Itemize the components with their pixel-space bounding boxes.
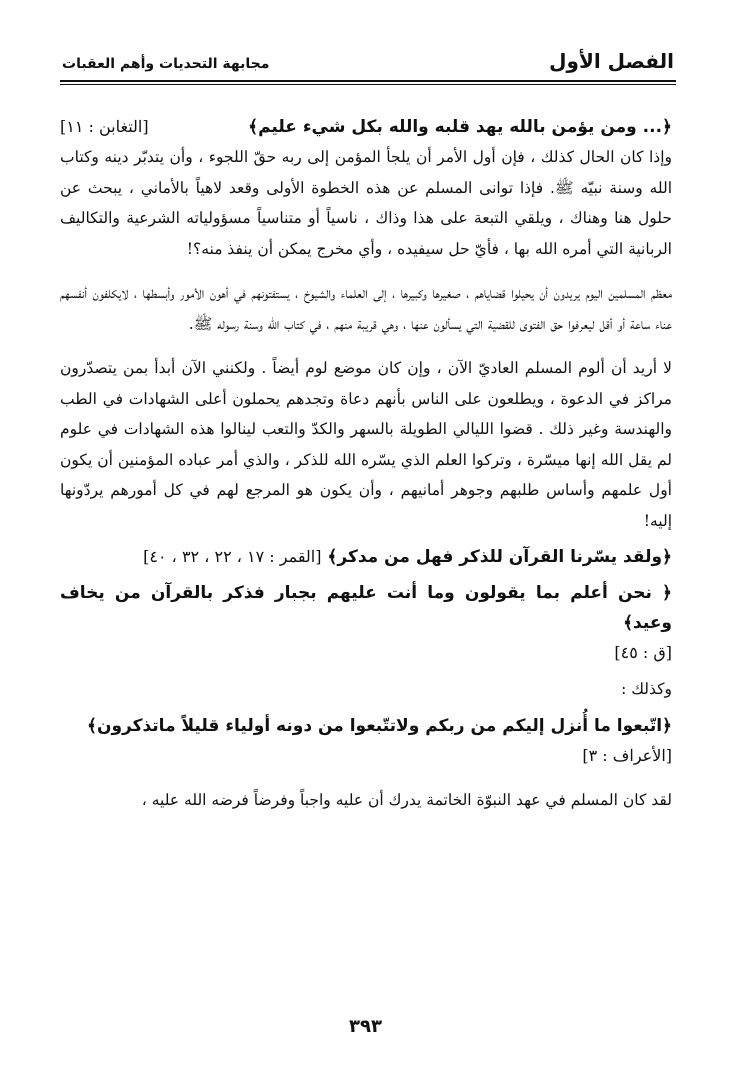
verse-reference: [القمر : ١٧ ، ٢٢ ، ٣٢ ، ٤٠] [143,547,322,566]
verse-text: ﴿ نحن أعلم بما يقولون وما أنت عليهم بجبار فذكر بالقرآن من يخاف وعيد﴾ [60,583,672,633]
verse-reference: [التغابن : ١١] [60,117,149,136]
verse-text: ﴿... ومن يؤمن بالله يهد قلبه والله بكل شيء عليم﴾ [248,117,672,137]
page-number: ٣٩٣ [349,1016,382,1037]
page-body [60,112,672,815]
paragraph-4: لقد كان المسلم في عهد النبوّة الخاتمة يدرك أن عليه واجباً وفرضاً فرضه الله عليه ، [141,790,672,809]
paragraph-2: معظم المسلمين اليوم يريدون أن يحيلوا قضاياهم ، صغيرها وكبيرها ، إلى العلماء والشيوخ ، يستفتونهم في أهون الأمور وأبسطها ، لايكلفون أنفسهم عناء ساعة أو أقل ليعرفوا حق الفتوى للقضية التي يسألون عنها ، وهي قريبة منهم ، في كتاب الله وسنة رسوله ﷺ. [60,284,672,333]
book-title: مجابهة التحديات وأهم العقبات [62,56,270,72]
quran-verse-qamar [60,542,672,572]
verse-text: ﴿ولقد يسّرنا القرآن للذكر فهل من مدكر﴾ [327,547,672,567]
verse-reference: [ق : ٤٥] [614,643,672,662]
quran-verse-taghabun [60,112,672,142]
transition-text: وكذلك : [621,680,672,698]
verse-text: ﴿اتّبعوا ما أُنزل إليكم من ربكم ولاتتّبعوا من دونه أولياء قليلاً ماتذكرون﴾ [86,715,672,736]
header-rule [60,80,676,82]
paragraph-3: لا أريد أن ألوم المسلم العاديّ الآن ، وإن كان موضع لوم أيضاً . ولكنني الآن أبدأ بمن يتصدّرون مراكز في الدعوة ، ويطلعون على الناس بأنهم دعاة وتجدهم يحملون أعلى الشهادات في الطب والهندسة وغير ذلك . قضوا الليالي الطويلة بالسهر والكدّ والتعب لينالوا هذه الشهادات في علوم لم يقل الله إنها ميسّرة ، وتركوا العلم الذي يسّره الله للذكر ، والذي أمر عباده المؤمنين أن يكون أول علمهم وأساس طلبهم وجوهر أمانيهم ، وأن يكون هو المرجع لهم في كل أمورهم يردّونها إليه! [60,359,672,530]
chapter-title: الفصل الأول [549,49,674,73]
quran-verse-araf [60,711,672,741]
quran-verse-qaf [60,578,672,638]
header-rule-thin [60,84,676,85]
paragraph-1: وإذا كان الحال كذلك ، فإن أول الأمر أن يلجأ المؤمن إلى ربه حقّ اللجوء ، وأن يتدبّر دينه وكتاب الله وسنة نبيّه ﷺ. فإذا توانى المسلم عن هذه الخطوة الأولى وقعد لاهياً بالأماني ، يبحث عن حلول هنا وهناك ، ويلقي التبعة على هذا وذاك ، ناسياً أو متناسياً مسؤولياته الشرعية والتكاليف الربانية التي أمره الله بها ، فأيّ حل سيفيده ، وأي مخرج يمكن أن ينفذ منه؟! [60,148,672,258]
page-header [62,48,674,80]
verse-reference: [الأعراف : ٣] [582,745,672,765]
